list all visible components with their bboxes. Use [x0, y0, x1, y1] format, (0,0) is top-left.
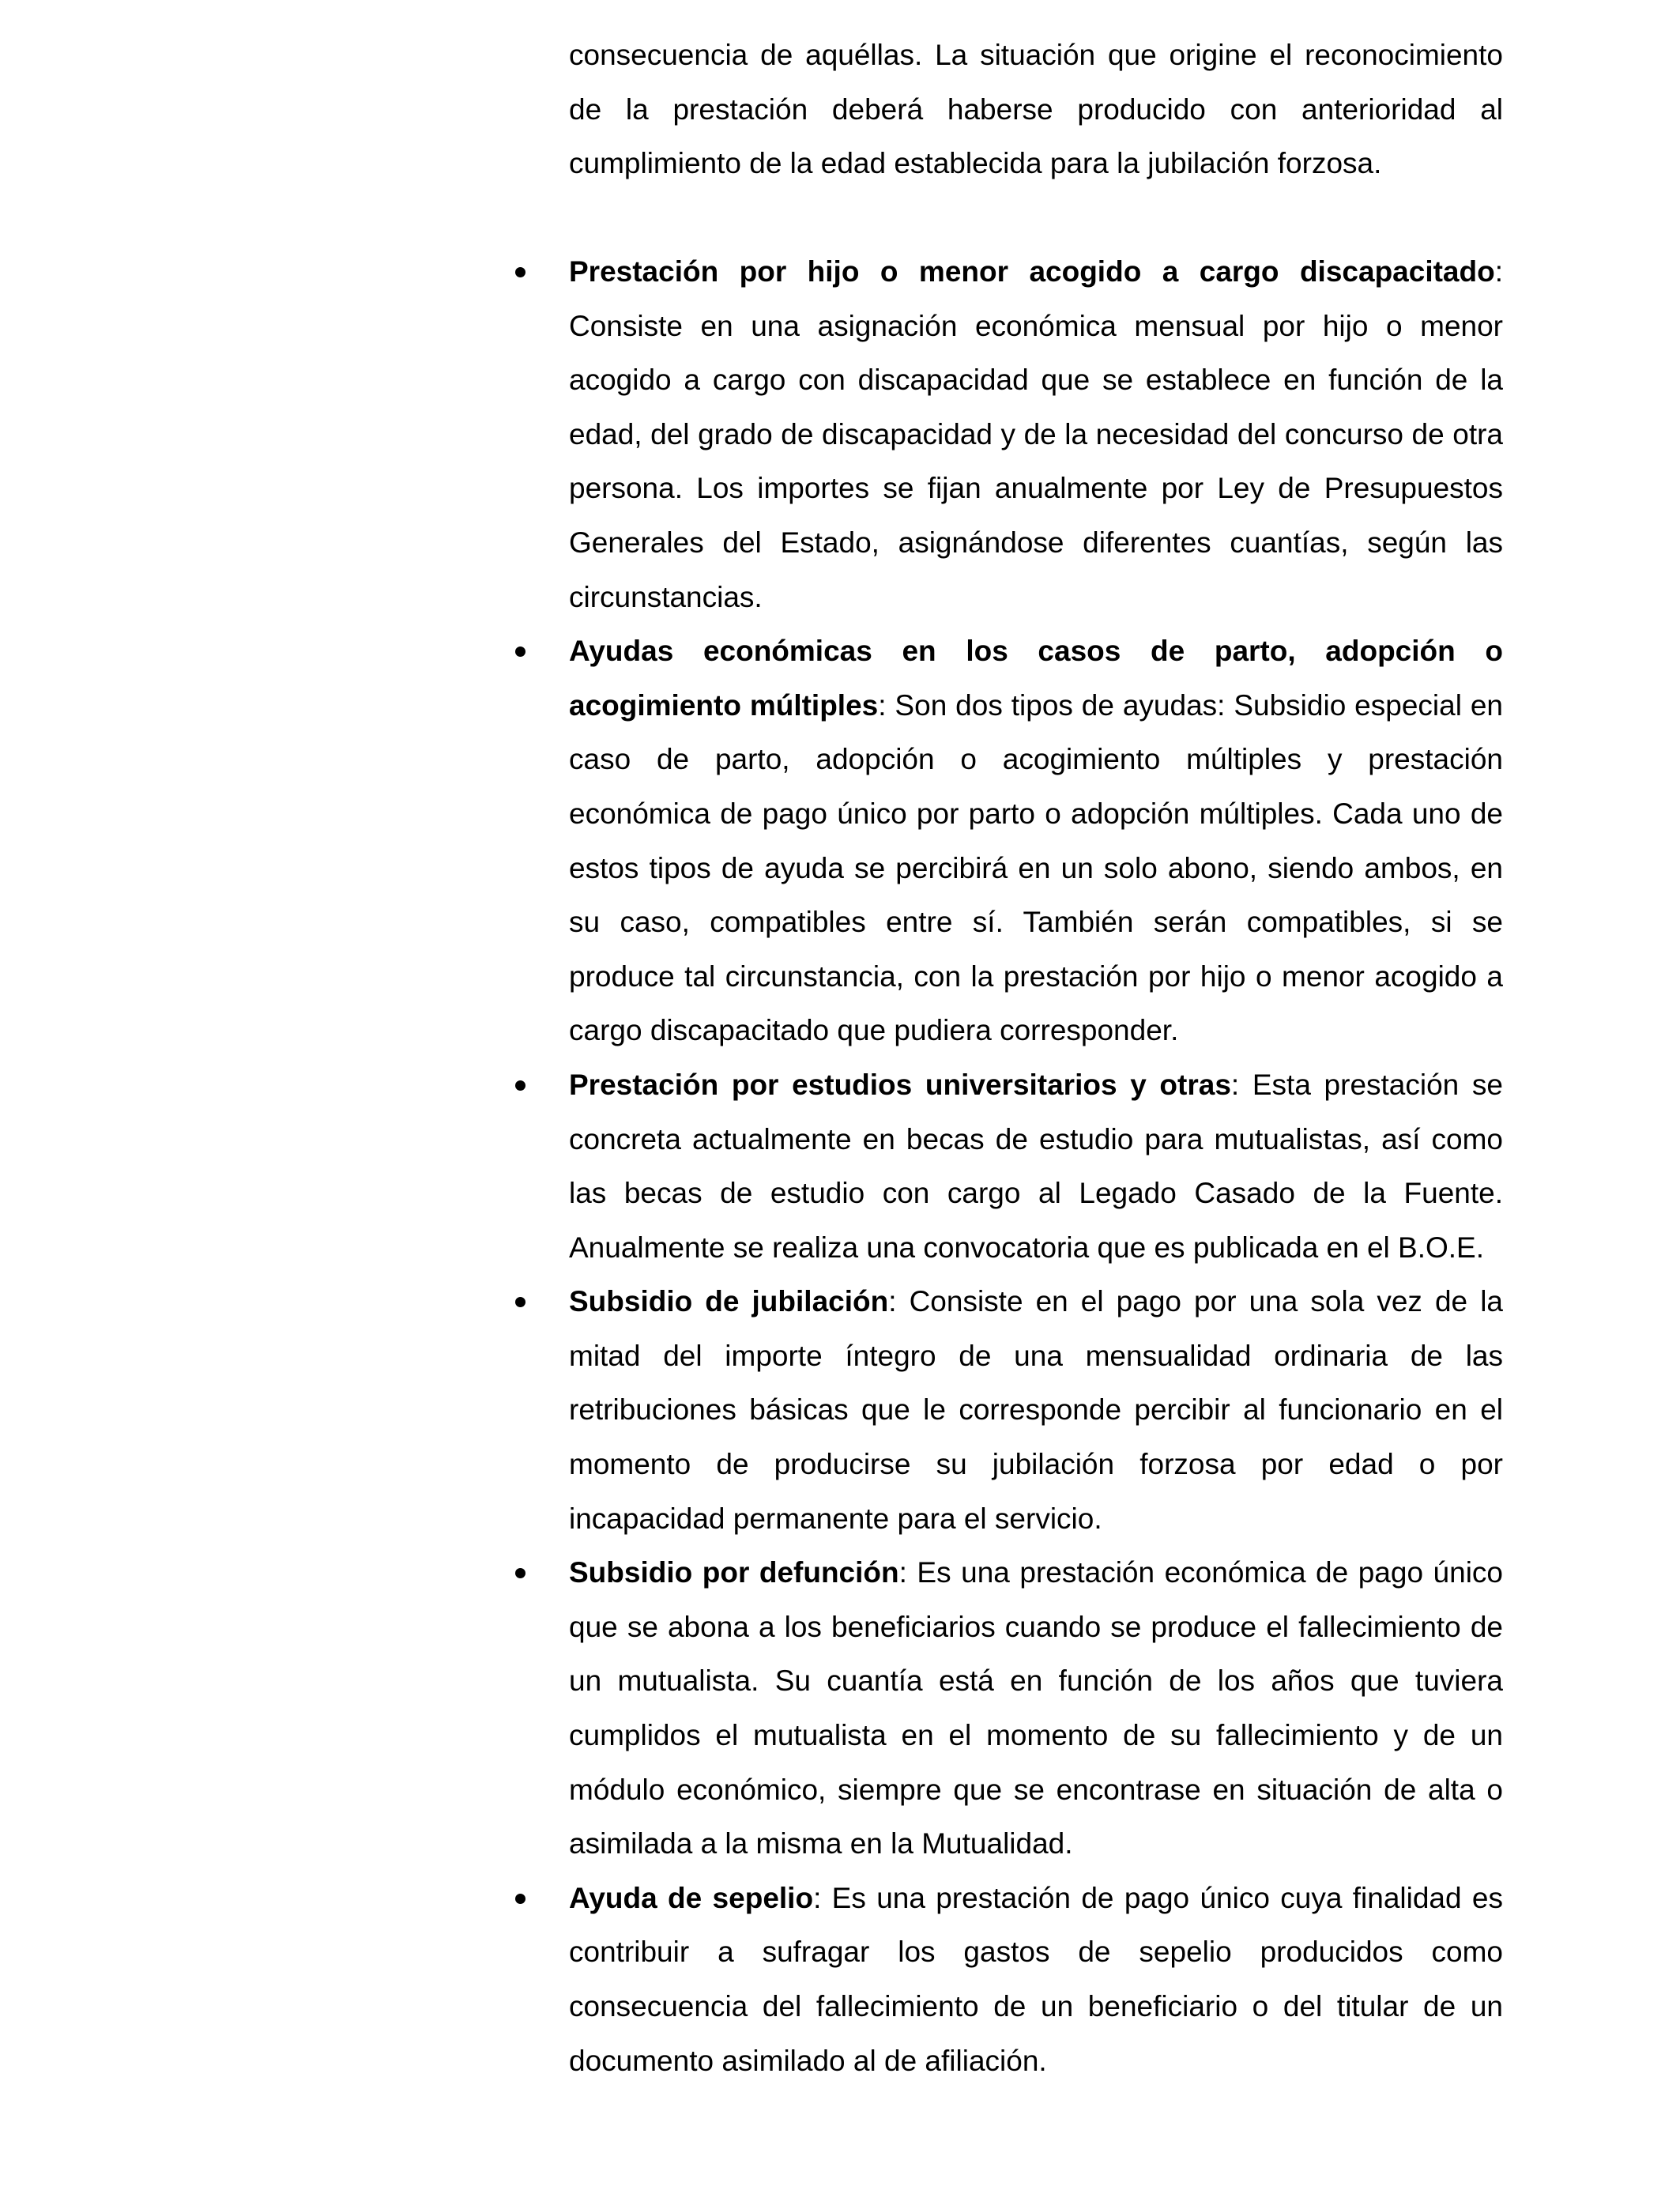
item-term: Ayuda de sepelio — [569, 1881, 814, 1914]
item-separator: : — [888, 1285, 897, 1318]
list-item-hijo-discapacitado — [569, 245, 1503, 624]
bullet-icon — [515, 1568, 525, 1578]
item-term: Prestación por estudios universitarios y otras — [569, 1068, 1231, 1101]
list-item-estudios — [569, 1058, 1503, 1275]
benefits-list — [569, 245, 1503, 2088]
item-term: Ayudas económicas en los casos de parto, adopción o acogimiento múltiples — [569, 635, 1503, 722]
item-separator: : — [1230, 1068, 1240, 1101]
continuation-paragraph: consecuencia de aquéllas. La situación que origine el reconocimiento de la prestación deberá haberse producido con anterioridad al cumplimiento de la edad establecida para la jubilación forzosa. — [569, 39, 1503, 180]
list-item-parto-multiple — [569, 624, 1503, 1058]
item-text: Esta prestación se concreta actualmente en becas de estudio para mutualistas, así como las becas de estudio con cargo al Legado Casado de la Fuente. Anualmente se realiza una convocatoria que es publicada en el B.O.E. — [569, 1068, 1503, 1264]
item-term: Subsidio de jubilación — [569, 1285, 889, 1318]
item-separator: : — [813, 1881, 822, 1914]
list-item-jubilacion — [569, 1275, 1503, 1546]
bullet-icon — [515, 1297, 525, 1307]
item-text: Es una prestación de pago único cuya finalidad es contribuir a sufragar los gastos de sepelio producidos como consecuencia del fallecimiento de un beneficiario o del titular de un documento asimilado al de afiliación. — [569, 1881, 1504, 2077]
item-term: Prestación por hijo o menor acogido a cargo discapacitado — [569, 255, 1495, 288]
bullet-icon — [515, 647, 525, 657]
bullet-icon — [515, 267, 525, 277]
bullet-icon — [515, 1894, 525, 1904]
item-term: Subsidio por defunción — [569, 1556, 899, 1589]
bullet-icon — [515, 1080, 525, 1091]
item-text: Es una prestación económica de pago único que se abona a los beneficiarios cuando se produce el fallecimiento de un mutualista. Su cuantía está en función de los años que tuviera cumplidos el mutualista en el momento de su fallecimiento y de un módulo económico, siempre que se encontrase en situación de alta o asimilada a la misma en la Mutualidad. — [569, 1556, 1503, 1860]
item-separator: : — [1494, 255, 1503, 288]
item-separator: : — [898, 1556, 907, 1589]
item-text: Son dos tipos de ayudas: Subsidio especial en caso de parto, adopción o acogimiento múltiples y prestación económica de pago único por parto o adopción múltiples. Cada uno de estos tipos de ayuda se percibirá en un solo abono, siendo ambos, en su caso, compatibles entre sí. También serán compatibles, si se produce tal circunstancia, con la prestación por hijo o menor acogido a cargo discapacitado que pudiera corresponder. — [569, 688, 1503, 1047]
list-item-sepelio — [569, 1872, 1503, 2088]
item-text: Consiste en el pago por una sola vez de la mitad del importe íntegro de una mensualidad ordinaria de las retribuciones básicas que le corresponde percibir al funcionario en el momento de producirse su jubilación forzosa por edad o por incapacidad permanente para el servicio. — [569, 1285, 1503, 1535]
list-item-defuncion — [569, 1546, 1503, 1872]
item-text: Consiste en una asignación económica mensual por hijo o menor acogido a cargo con discapacidad que se establece en función de la edad, del grado de discapacidad y de la necesidad del concurso de otra persona. Los importes se fijan anualmente por Ley de Presupuestos Generales del Estado, asignándose diferentes cuantías, según las circunstancias. — [569, 309, 1503, 613]
item-separator: : — [878, 688, 887, 722]
